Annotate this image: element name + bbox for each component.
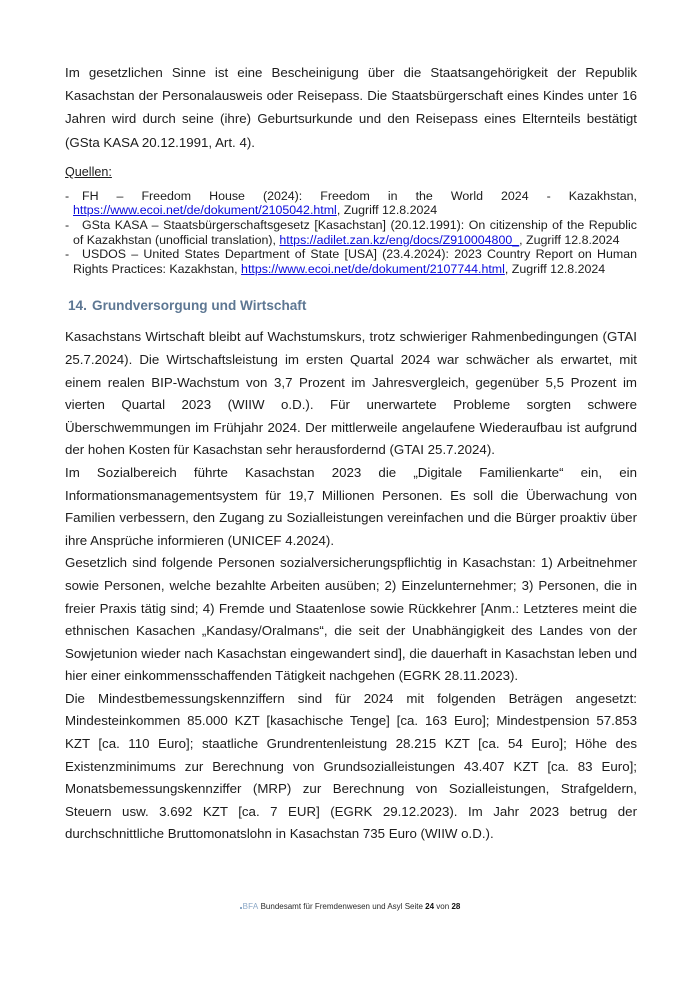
footer-of-label: von: [436, 902, 450, 911]
section-title: Grundversorgung und Wirtschaft: [92, 298, 307, 314]
footer-office-name: Bundesamt für Fremdenwesen und Asyl: [260, 902, 403, 911]
section-body: [65, 326, 637, 846]
source-list: [65, 189, 637, 277]
source-item-fh: [65, 189, 637, 218]
bullet-dash: -: [65, 188, 70, 203]
intro-paragraph: Im gesetzlichen Sinne ist eine Bescheinigung über die Staatsangehörigkeit der Republik Kasachstan der Personalausweis oder Reisepass. Die Staatsbürgerschaft eines Kindes unter 16 Jahren wird durch seine (ihre) Geburtsurkunde und den Reisepass eines Elternteils bestätigt (GSta KASA 20.12.1991, Art. 4).: [65, 65, 637, 150]
page-footer: [0, 901, 700, 912]
bullet-dash: -: [65, 218, 70, 232]
footer-page-current: 24: [425, 902, 435, 911]
footer-page-label: Seite: [404, 902, 423, 911]
source-link-adilet[interactable]: https://adilet.zan.kz/eng/docs/Z910004800_: [279, 232, 520, 247]
bfa-logo: BFA: [240, 902, 259, 911]
source-item-usdos: [65, 247, 637, 276]
footer-page-total: 28: [451, 902, 461, 911]
source-text: FH – Freedom House (2024): Freedom in the World 2024 - Kazakhstan,: [82, 188, 637, 203]
source-link-ecoi-2107744[interactable]: https://www.ecoi.net/de/dokument/2107744.html: [241, 261, 505, 276]
source-access-date: , Zugriff 12.8.2024: [336, 203, 438, 218]
sources-label: Quellen:: [65, 164, 112, 179]
body-paragraph-benchmarks: Die Mindestbemessungskennziffern sind für 2024 mit folgenden Beträgen angesetzt: Mindesteinkommen 85.000 KZT [kasachische Tenge] [ca. 163 Euro]; Mindestpension 57.853 KZT [ca. 110 Euro]; staatliche Grundrentenleistung 28.215 KZT [ca. 54 Euro]; Höhe des Existenzminimums zur Berechnung von Grundsozialleistungen 43.407 KZT [ca. 83 Euro]; Monatsbemessungskennziffer (MRP) zur Berechnung von Sozialleistungen, Strafgeldern, Steuern usw. 3.692 KZT [ca. 7 EUR] (EGRK 29.12.2023). Im Jahr 2023 betrug der durchschnittliche Bruttomonatslohn in Kasachstan 735 Euro (WIIW o.D.).: [65, 690, 637, 842]
source-link-ecoi-2105042[interactable]: https://www.ecoi.net/de/dokument/2105042.html: [73, 203, 337, 218]
source-item-gsta-kasa: [65, 218, 637, 247]
source-access-date: , Zugriff 12.8.2024: [504, 261, 606, 276]
body-paragraph-social: Im Sozialbereich führte Kasachstan 2023 die „Digitale Familienkarte“ ein, ein Informationsmanagementsystem für 19,7 Millionen Personen. Es soll die Überwachung von Familien verbessern, den Zugang zu Sozialleistungen vereinfachen und die Bürger proaktiv über ihre Ansprüche informieren (UNICEF 4.2024).: [65, 464, 637, 548]
body-paragraph-insurance: Gesetzlich sind folgende Personen sozialversicherungspflichtig in Kasachstan: 1) Arbeitnehmer sowie Personen, welche bezahlte Arbeiten ausüben; 2) Einzelunternehmer; 3) Personen, die in freier Praxis tätig sind; 4) Fremde und Staatenlose sowie Rückkehrer [Anm.: Letzteres meint die ethnischen Kasachen „Kandasy/Oralmans“, die seit der Unabhängigkeit des Landes von der Sowjetunion wieder nach Kasachstan eingewandert sind], die dauerhaft in Kasachstan leben und hier einer einkommensschaffenden Tätigkeit nachgehen (EGRK 28.11.2023).: [65, 555, 637, 684]
section-heading: [65, 297, 637, 315]
bullet-dash: -: [65, 247, 70, 262]
source-text: USDOS – United States Department of State [USA] (23.4.2024): 2023 Country Report on Human Rights Practices: Kazakhstan,: [73, 247, 637, 276]
source-text: GSta KASA – Staatsbürgerschaftsgesetz [Kasachstan] (20.12.1991): On citizenship of the Republic of Kazakhstan (unofficial translation),: [73, 218, 637, 247]
source-access-date: , Zugriff 12.8.2024: [519, 232, 620, 247]
section-number: 14.: [68, 298, 87, 314]
body-paragraph-economy: Kasachstans Wirtschaft bleibt auf Wachstumskurs, trotz schwieriger Rahmenbedingungen (GTAI 25.7.2024). Die Wirtschaftsleistung im ersten Quartal 2024 war schwächer als erwartet, mit einem realen BIP-Wachstum von 3,7 Prozent im Jahresvergleich, gegenüber 5,5 Prozent im vierten Quartal 2023 (WIIW o.D.). Für unerwartete Probleme sorgten schwere Überschwemmungen im Frühjahr 2024. Der mittlerweile angelaufene Wiederaufbau ist aufgrund der hohen Kosten für Kasachstan sehr herausfordernd (GTAI 25.7.2024).: [65, 329, 637, 458]
